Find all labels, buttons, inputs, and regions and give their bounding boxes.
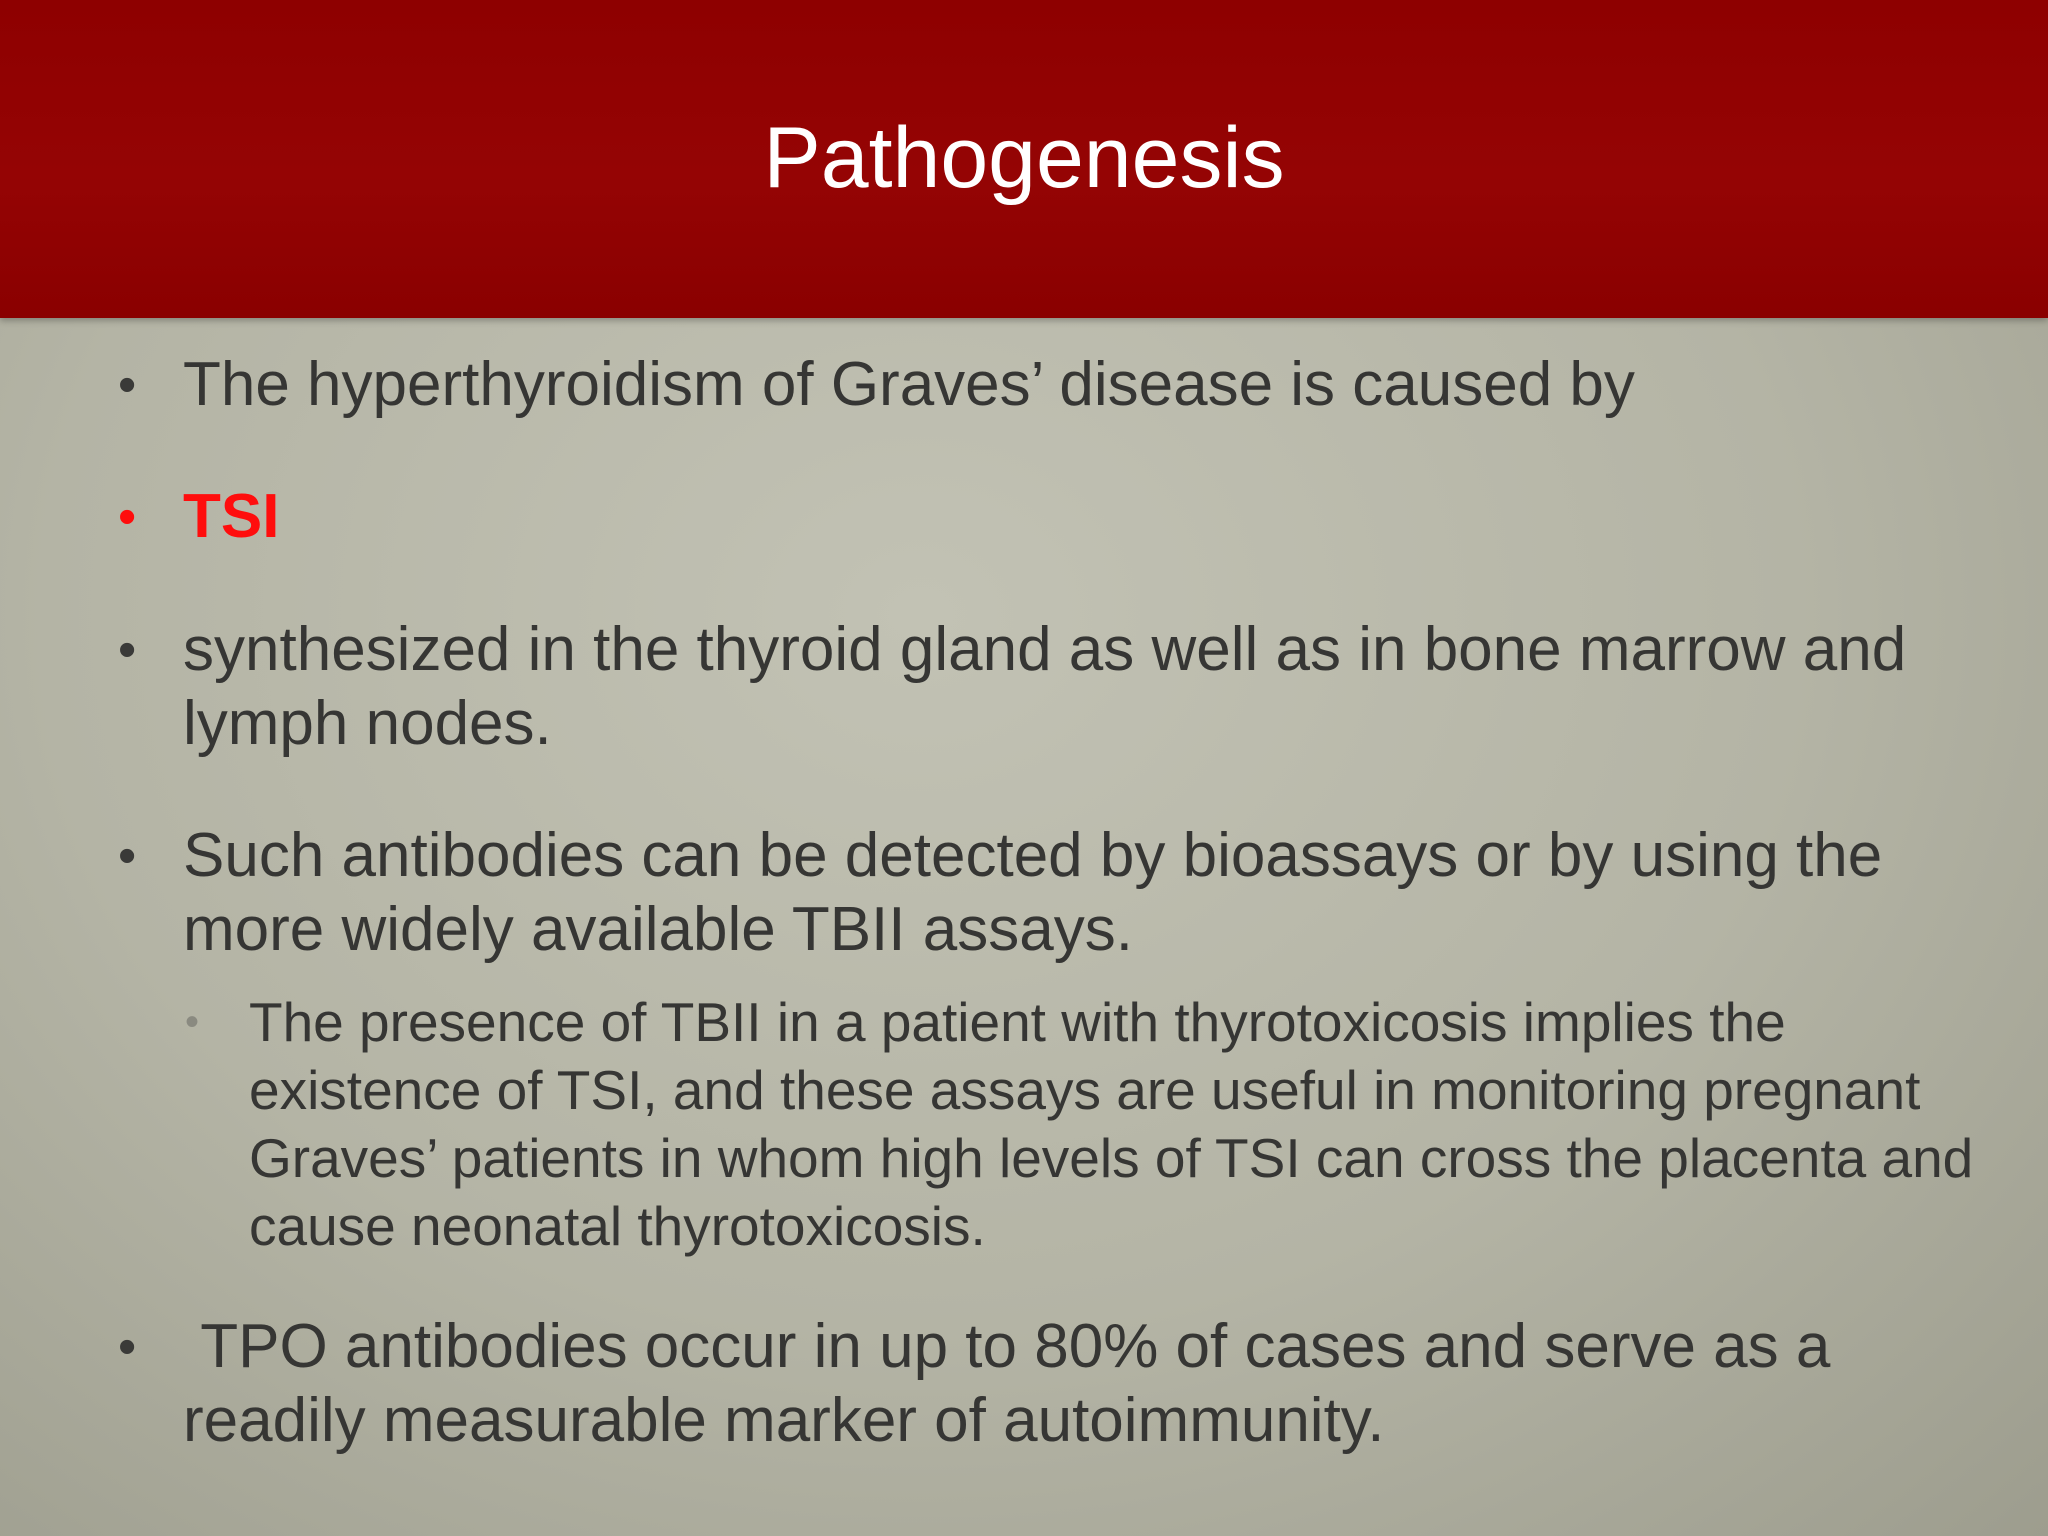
- bullet-icon: •: [118, 488, 137, 546]
- bullet-icon: •: [118, 827, 137, 885]
- bullet-text: TPO antibodies occur in up to 80% of cases and serve as a readily measurable marker of autoimmunity.: [183, 1312, 1848, 1455]
- sub-bullet-icon: •: [185, 1000, 200, 1044]
- title-bar: [0, 0, 2048, 318]
- bullet-icon: •: [118, 1318, 137, 1376]
- bullet-text-highlight: TSI: [183, 482, 280, 551]
- bullet-icon: •: [118, 356, 137, 414]
- bullet-text: The hyperthyroidism of Graves’ disease is caused by: [183, 350, 1635, 419]
- bullet-text: Such antibodies can be detected by bioassays or by using the more widely available TBII assays.: [183, 821, 1883, 964]
- bullet-icon: •: [118, 621, 137, 679]
- bullet-text: synthesized in the thyroid gland as well as in bone marrow and lymph nodes.: [183, 615, 1907, 758]
- sub-bullet-text: The presence of TBII in a patient with thyrotoxicosis implies the existence of TSI, and these assays are useful in monitoring pregnant Graves’ patients in whom high levels of TSI can cross the placenta and cause neonatal thyrotoxicosis.: [249, 991, 1974, 1257]
- slide-title: Pathogenesis: [763, 110, 1285, 206]
